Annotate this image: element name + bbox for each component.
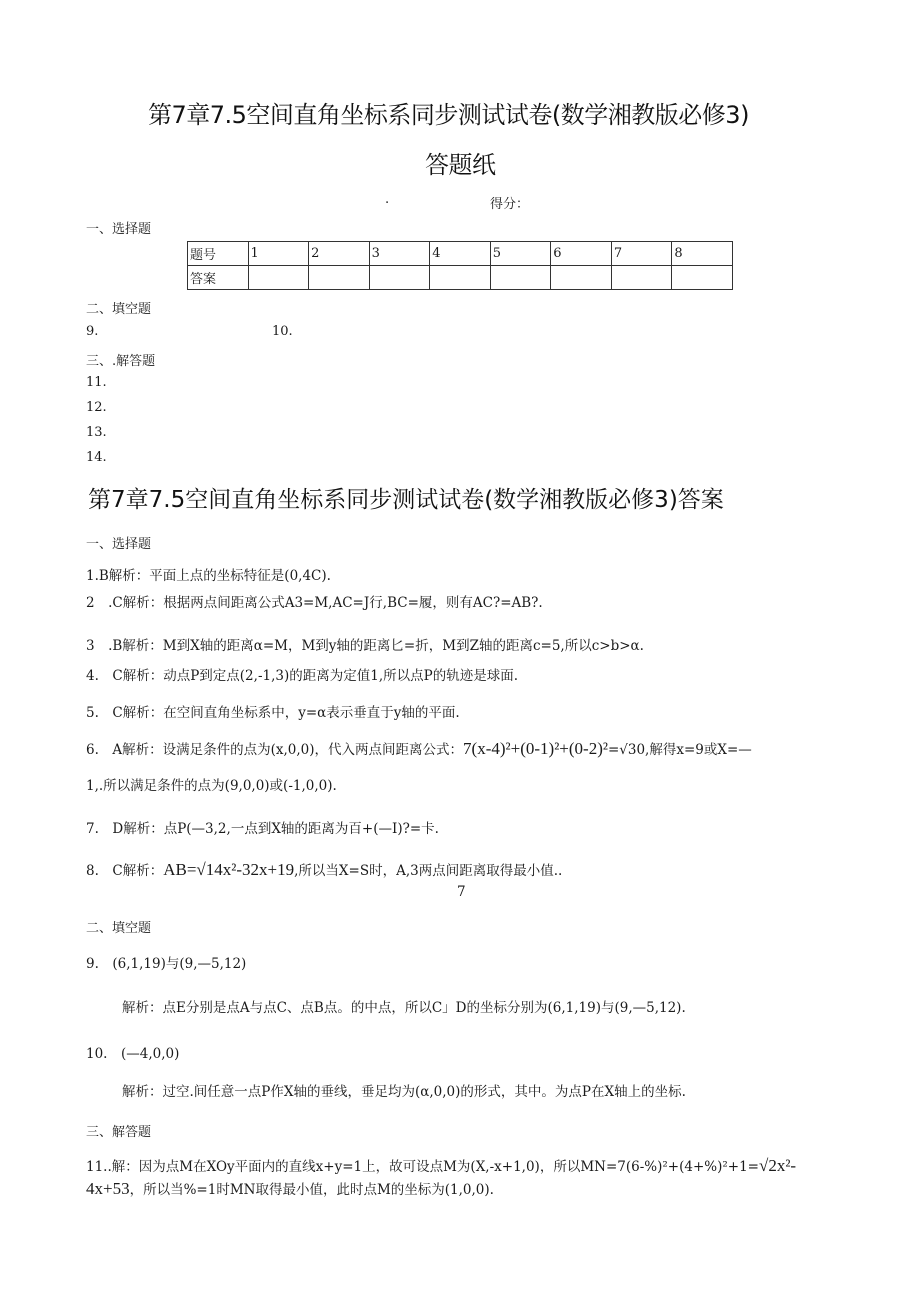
answer-10: 10. (—4,0,0) <box>86 1046 180 1062</box>
page-title: 第7章7.5空间直角坐标系同步测试试卷(数学湘教版必修3) <box>148 101 749 129</box>
page-subtitle: 答题纸 <box>425 151 496 179</box>
answer-cell[interactable] <box>490 266 551 290</box>
answer-11-conclusion: ，所以当%=1时MN取得最小值，此时点M的坐标为(1,0,0). <box>129 1182 494 1198</box>
answer-cell[interactable] <box>369 266 430 290</box>
table-cell-number: 1 <box>248 242 309 266</box>
answer-11-text: 11..解：因为点M在XOy平面内的直线x+y=1上，故可设点M为(X,-x+1,0)，所以MN=7(6-%)²+(4+%)²+1= <box>86 1159 759 1175</box>
solve-label-14: 14. <box>86 450 107 465</box>
answer-8 <box>86 859 562 880</box>
answer-10-explanation: 解析：过空.间任意一点P作X轴的垂线，垂足均为(α,0,0)的形式，其中。为点P在X轴上的坐标. <box>122 1084 686 1100</box>
answer-8-fraction: 7 <box>457 884 466 900</box>
answer-11-continued <box>86 1178 494 1199</box>
answers-section-solve: 三、解答题 <box>86 1125 152 1140</box>
answer-7: 7. D解析：点P(—3,2,一点到X轴的距离为百+(—I)?=卡. <box>86 821 439 837</box>
table-cell-number: 4 <box>430 242 491 266</box>
answer-6-text: 6. A解析：设满足条件的点为(x,0,0)，代入两点间距离公式： <box>86 742 464 758</box>
answer-8-result: ,所以当X=S时，A,3两点间距离取得最小值.. <box>294 863 563 879</box>
section-fill-heading: 二、填空题 <box>86 302 152 317</box>
answers-section-choice: 一、选择题 <box>86 537 152 552</box>
answer-4: 4. C解析：动点P到定点(2,-1,3)的距离为定值1,所以点P的轨迹是球面. <box>86 668 518 684</box>
answer-6-formula: 7(x-4)²+(0-1)²+(0-2)² <box>463 739 608 758</box>
section-solve-heading: 三、.解答题 <box>86 354 156 369</box>
solve-label-12: 12. <box>86 400 107 415</box>
answer-6 <box>86 738 752 759</box>
header-dot: . <box>385 192 390 207</box>
answer-8-formula: AB=√14x²-32x+19 <box>163 860 295 879</box>
answer-5: 5. C解析：在空间直角坐标系中，y=α表示垂直于y轴的平面. <box>86 705 460 721</box>
answer-9: 9. (6,1,19)与(9,—5,12) <box>86 956 247 972</box>
answers-title: 第7章7.5空间直角坐标系同步测试试卷(数学湘教版必修3)答案 <box>88 487 724 513</box>
fill-label-9: 9. <box>86 324 99 339</box>
table-cell-number: 7 <box>611 242 672 266</box>
answer-11-formula: √2x²- <box>758 1156 797 1175</box>
answer-cell[interactable] <box>248 266 309 290</box>
table-cell-number: 6 <box>551 242 612 266</box>
table-cell-header: 答案 <box>188 266 249 290</box>
answer-cell[interactable] <box>551 266 612 290</box>
answer-table <box>187 241 733 290</box>
answer-8-text: 8. C解析： <box>86 863 164 879</box>
table-cell-header: 题号 <box>188 242 249 266</box>
answer-3: 3 .B解析：M到X轴的距离α=M，M到y轴的距离匕=折，M到Z轴的距离c=5,所以c>b>α. <box>86 638 644 654</box>
answer-11-formula-cont: 4x+53 <box>86 1179 130 1198</box>
score-label: 得分： <box>490 197 530 212</box>
answer-11 <box>86 1155 796 1176</box>
answer-cell[interactable] <box>672 266 733 290</box>
table-cell-number: 8 <box>672 242 733 266</box>
table-cell-number: 5 <box>490 242 551 266</box>
answers-section-fill: 二、填空题 <box>86 921 152 936</box>
fill-label-10: 10. <box>272 324 293 339</box>
solve-label-11: 11. <box>86 375 107 390</box>
answer-1: 1.B解析：平面上点的坐标特征是(0,4C). <box>86 568 331 584</box>
section-choice-heading: 一、选择题 <box>86 222 152 237</box>
answer-2: 2 .C解析：根据两点间距离公式A3=M,AC=J行,BC=履，则有AC?=AB?. <box>86 595 543 611</box>
table-row <box>188 266 733 290</box>
table-cell-number: 2 <box>309 242 370 266</box>
solve-label-13: 13. <box>86 425 107 440</box>
answer-9-explanation: 解析：点E分别是点A与点C、点B点。的中点，所以C」D的坐标分别为(6,1,19)与(9,—5,12). <box>122 1000 686 1016</box>
answer-cell[interactable] <box>611 266 672 290</box>
answer-cell[interactable] <box>430 266 491 290</box>
table-cell-number: 3 <box>369 242 430 266</box>
answer-6-result: =√30,解得x=9或X=— <box>607 742 752 758</box>
answer-6-continued: 1,.所以满足条件的点为(9,0,0)或(-1,0,0). <box>86 778 337 794</box>
table-row <box>188 242 733 266</box>
answer-cell[interactable] <box>309 266 370 290</box>
